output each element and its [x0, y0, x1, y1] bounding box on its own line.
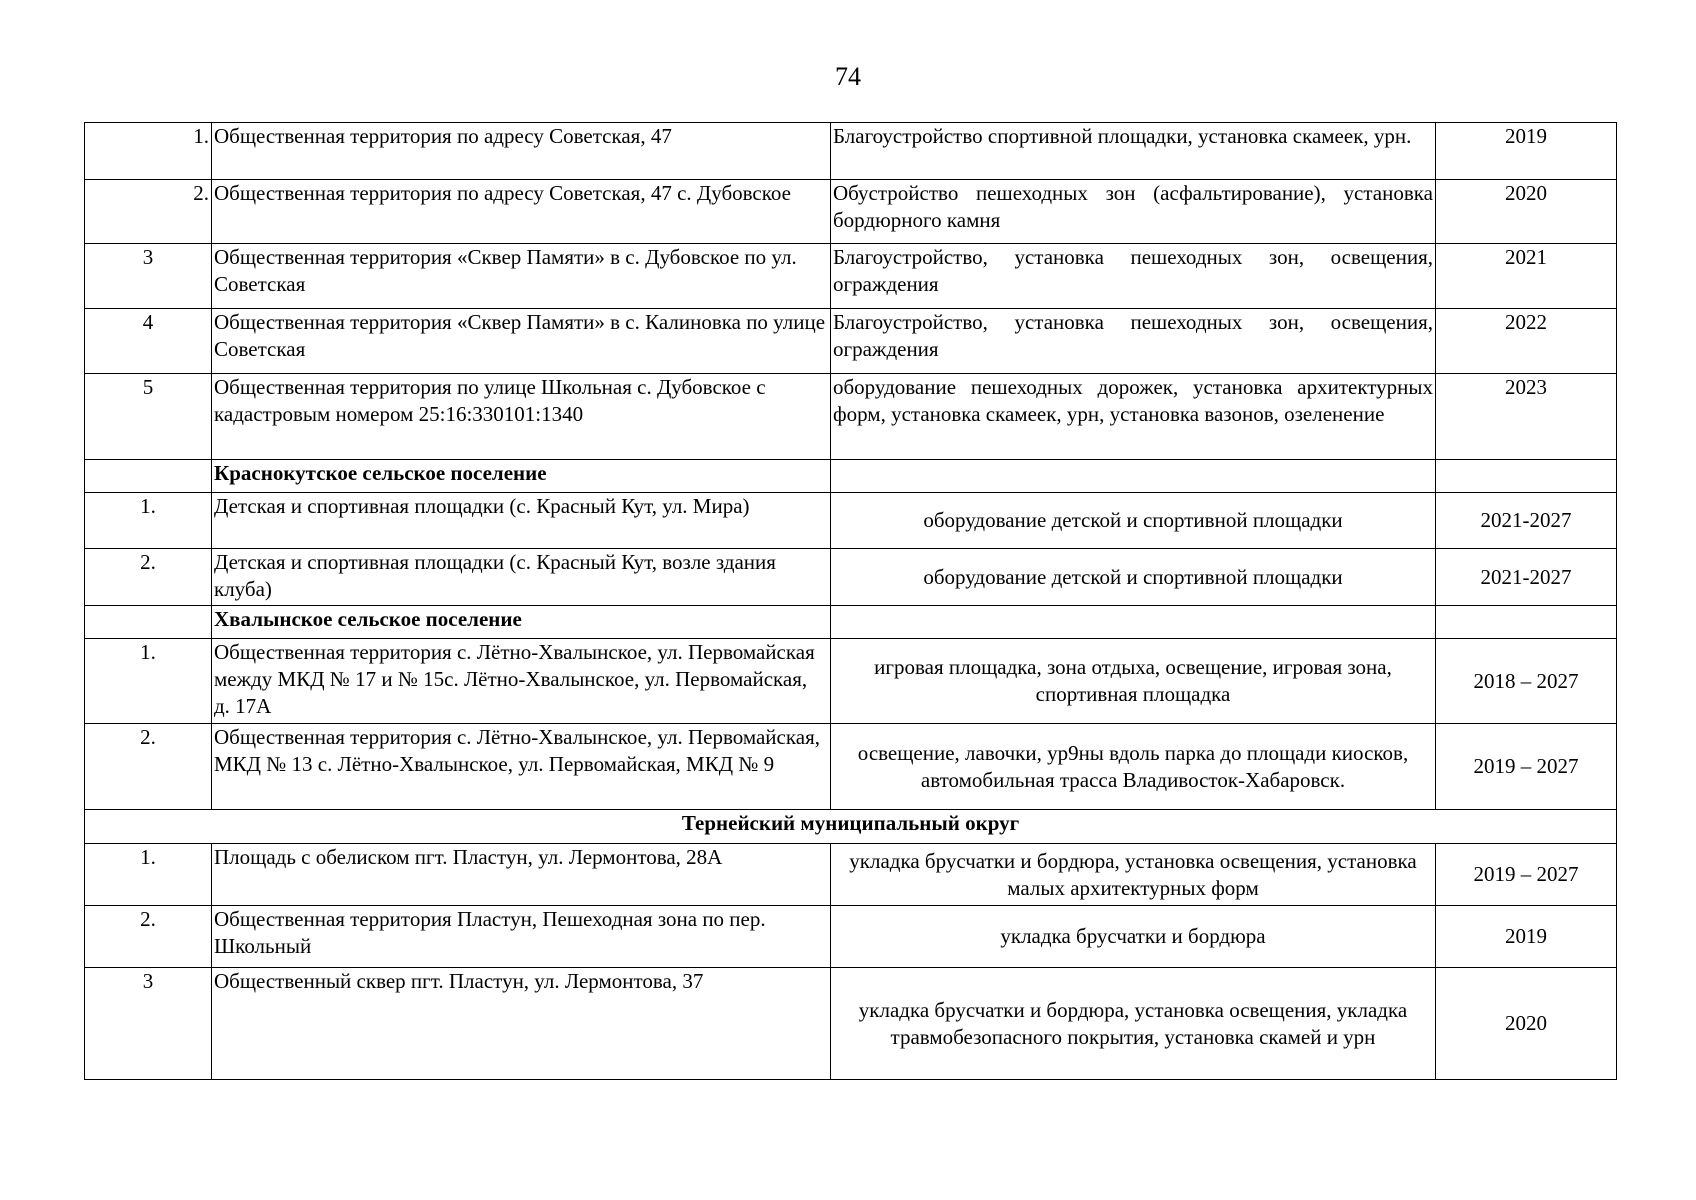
territory-name: Площадь с обелиском пгт. Пластун, ул. Лермонтова, 28А [212, 844, 831, 906]
empty-cell [1436, 606, 1617, 639]
empty-cell [831, 606, 1436, 639]
works-description: укладка брусчатки и бордюра [831, 906, 1436, 968]
row-number: 2. [85, 724, 212, 810]
territory-name: Общественная территория «Сквер Памяти» в с. Дубовское по ул. Советская [212, 244, 831, 309]
row-number: 1. [85, 493, 212, 549]
works-description: оборудование пешеходных дорожек, установка архитектурных форм, установка скамеек, урн, установка вазонов, озеленение [831, 374, 1436, 460]
works-description: оборудование детской и спортивной площадки [831, 549, 1436, 606]
works-description: Благоустройство, установка пешеходных зон, освещения, ограждения [831, 309, 1436, 374]
implementation-year: 2018 – 2027 [1436, 639, 1617, 724]
section-title: Краснокутское сельское поселение [212, 460, 831, 493]
row-number: 3 [85, 244, 212, 309]
table-row [85, 968, 1617, 1080]
table-row [85, 309, 1617, 374]
works-description: освещение, лавочки, ур9ны вдоль парка до площади киосков, автомобильная трасса Владивосток-Хабаровск. [831, 724, 1436, 810]
implementation-year: 2021-2027 [1436, 549, 1617, 606]
region-title: Тернейский муниципальный округ [85, 810, 1617, 844]
row-number: 1. [85, 844, 212, 906]
row-number: 2. [85, 180, 212, 244]
empty-cell [85, 606, 212, 639]
works-description: Благоустройство спортивной площадки, установка скамеек, урн. [831, 123, 1436, 180]
territory-name: Общественная территория с. Лётно-Хвалынское, ул. Первомайская, МКД № 13 с. Лётно-Хвалынское, ул. Первомайская, МКД № 9 [212, 724, 831, 810]
works-description: Обустройство пешеходных зон (асфальтирование), установка бордюрного камня [831, 180, 1436, 244]
table-row [85, 374, 1617, 460]
table-body [85, 123, 1617, 1080]
empty-cell [1436, 460, 1617, 493]
row-number: 1. [85, 123, 212, 180]
works-description: укладка брусчатки и бордюра, установка освещения, укладка травмобезопасного покрытия, установка скамей и урн [831, 968, 1436, 1080]
table-row [85, 844, 1617, 906]
implementation-year: 2021 [1436, 244, 1617, 309]
section-title: Хвалынское сельское поселение [212, 606, 831, 639]
implementation-year: 2019 – 2027 [1436, 844, 1617, 906]
table-row [85, 639, 1617, 724]
table-row [85, 906, 1617, 968]
empty-cell [831, 460, 1436, 493]
implementation-year: 2020 [1436, 968, 1617, 1080]
territory-name: Детская и спортивная площадки (с. Красный Кут, возле здания клуба) [212, 549, 831, 606]
row-number: 2. [85, 906, 212, 968]
territory-name: Общественная территория по адресу Советская, 47 [212, 123, 831, 180]
implementation-year: 2019 [1436, 906, 1617, 968]
works-description: игровая площадка, зона отдыха, освещение, игровая зона, спортивная площадка [831, 639, 1436, 724]
territory-name: Общественная территория с. Лётно-Хвалынское, ул. Первомайская между МКД № 17 и № 15с. Лётно-Хвалынское, ул. Первомайская, д. 17А [212, 639, 831, 724]
table-row [85, 724, 1617, 810]
territory-name: Общественная территория Пластун, Пешеходная зона по пер. Школьный [212, 906, 831, 968]
table-row [85, 180, 1617, 244]
section-row [85, 606, 1617, 639]
page-number: 74 [835, 62, 861, 91]
table-row [85, 493, 1617, 549]
row-number: 3 [85, 968, 212, 1080]
row-number: 1. [85, 639, 212, 724]
implementation-year: 2021-2027 [1436, 493, 1617, 549]
territory-name: Общественная территория «Сквер Памяти» в с. Калиновка по улице Советская [212, 309, 831, 374]
row-number: 2. [85, 549, 212, 606]
region-row [85, 810, 1617, 844]
implementation-year: 2020 [1436, 180, 1617, 244]
implementation-year: 2022 [1436, 309, 1617, 374]
section-row [85, 460, 1617, 493]
table-row [85, 244, 1617, 309]
territory-name: Детская и спортивная площадки (с. Красный Кут, ул. Мира) [212, 493, 831, 549]
works-description: укладка брусчатки и бордюра, установка освещения, установка малых архитектурных форм [831, 844, 1436, 906]
works-description: Благоустройство, установка пешеходных зон, освещения, ограждения [831, 244, 1436, 309]
implementation-year: 2019 – 2027 [1436, 724, 1617, 810]
implementation-year: 2023 [1436, 374, 1617, 460]
territory-name: Общественная территория по улице Школьная с. Дубовское с кадастровым номером 25:16:330101:1340 [212, 374, 831, 460]
table-row [85, 123, 1617, 180]
empty-cell [85, 460, 212, 493]
implementation-year: 2019 [1436, 123, 1617, 180]
table-row [85, 549, 1617, 606]
row-number: 4 [85, 309, 212, 374]
improvement-table [84, 122, 1617, 1080]
works-description: оборудование детской и спортивной площадки [831, 493, 1436, 549]
territory-name: Общественная территория по адресу Советская, 47 с. Дубовское [212, 180, 831, 244]
territory-name: Общественный сквер пгт. Пластун, ул. Лермонтова, 37 [212, 968, 831, 1080]
row-number: 5 [85, 374, 212, 460]
